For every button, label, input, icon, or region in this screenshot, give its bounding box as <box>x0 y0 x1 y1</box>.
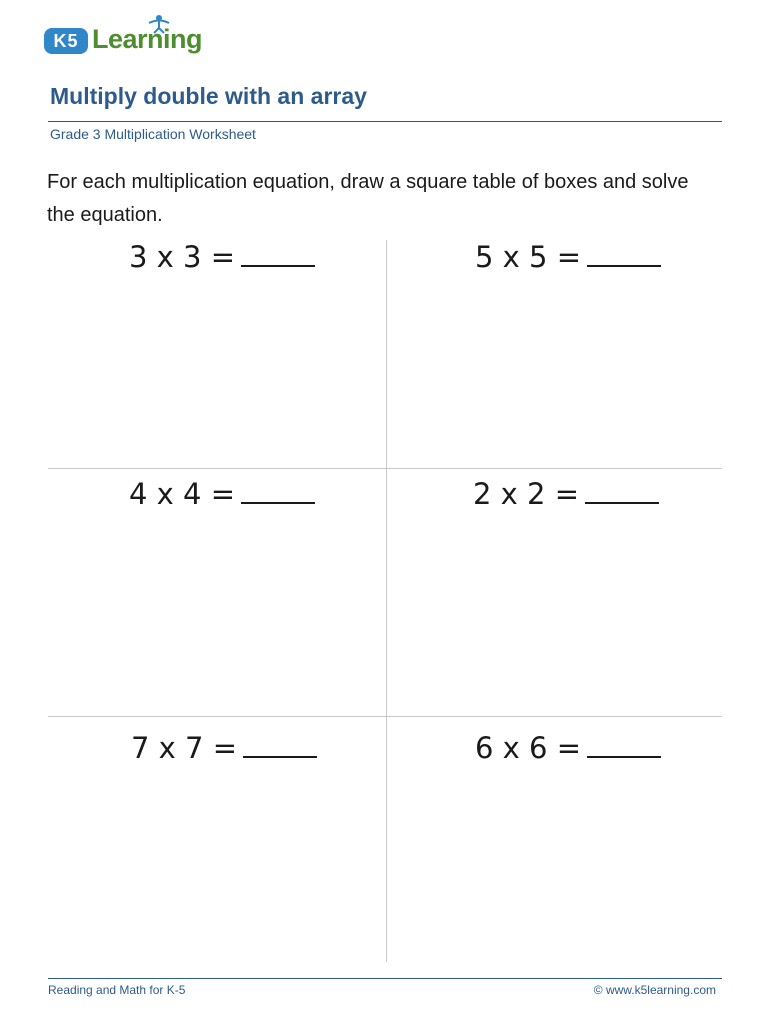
footer-divider <box>48 978 722 979</box>
logo-badge: K5 <box>44 28 88 54</box>
grid-vertical-divider <box>386 240 387 962</box>
page-title: Multiply double with an array <box>50 83 367 109</box>
answer-blank[interactable] <box>587 264 661 267</box>
equation-text: 7 x 7 = <box>131 731 238 765</box>
star-figure-icon <box>146 14 172 34</box>
grid-horizontal-divider <box>48 716 722 717</box>
answer-blank[interactable] <box>243 755 317 758</box>
equation-text: 5 x 5 = <box>475 240 582 274</box>
answer-blank[interactable] <box>587 755 661 758</box>
equation-text: 6 x 6 = <box>475 731 582 765</box>
answer-blank[interactable] <box>241 501 315 504</box>
grid-horizontal-divider <box>48 468 722 469</box>
logo-wordmark: Learning <box>92 24 203 54</box>
problem-6 <box>475 731 661 765</box>
page-subtitle: Grade 3 Multiplication Worksheet <box>50 126 256 142</box>
answer-blank[interactable] <box>241 264 315 267</box>
instructions-text: For each multiplication equation, draw a square table of boxes and solve the equation. <box>47 171 689 226</box>
answer-blank[interactable] <box>585 501 659 504</box>
header-divider <box>48 121 722 122</box>
footer-copyright[interactable]: © www.k5learning.com <box>593 983 716 997</box>
equation-text: 4 x 4 = <box>129 477 236 511</box>
problem-5 <box>131 731 317 765</box>
footer-tagline: Reading and Math for K-5 <box>48 983 186 997</box>
problem-3 <box>129 477 315 511</box>
problem-1 <box>129 240 315 274</box>
equation-text: 2 x 2 = <box>473 477 580 511</box>
problem-4 <box>473 477 659 511</box>
problem-2 <box>475 240 661 274</box>
equation-text: 3 x 3 = <box>129 240 236 274</box>
